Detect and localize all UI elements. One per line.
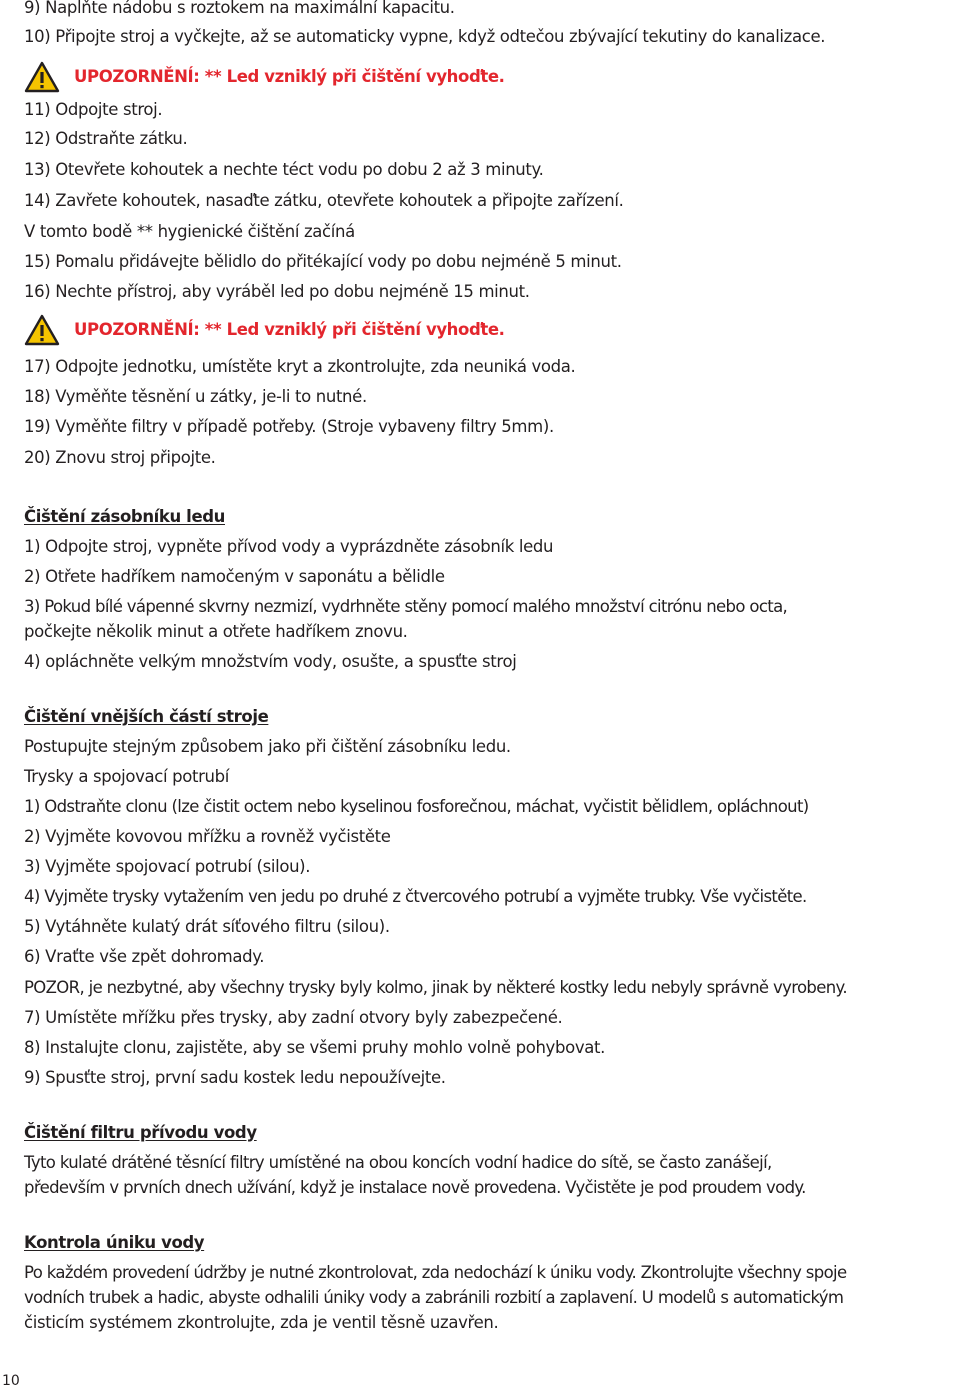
section-heading-exterior: Čištění vnějších částí stroje [24, 707, 269, 726]
paragraph-line: Tyto kulaté drátěné těsnící filtry umístěné na obou koncích vodní hadice do sítě, se často zanášejí, [24, 1153, 772, 1172]
section-heading-filter: Čištění filtru přívodu vody [24, 1123, 257, 1142]
warning-text: UPOZORNĚNÍ: ** Led vzniklý při čištění vyhoďte. [74, 67, 505, 86]
step-line: 20) Znovu stroj připojte. [24, 448, 216, 467]
step-line: 18) Vyměňte těsnění u zátky, je-li to nutné. [24, 387, 367, 406]
step-line: 17) Odpojte jednotku, umístěte kryt a zkontrolujte, zda neuniká voda. [24, 357, 576, 376]
step-line: 9) Naplňte nádobu s roztokem na maximální kapacitu. [24, 0, 455, 17]
step-line: 13) Otevřete kohoutek a nechte téct vodu po dobu 2 až 3 minuty. [24, 160, 544, 179]
warning-text: UPOZORNĚNÍ: ** Led vzniklý při čištění vyhoďte. [74, 320, 505, 339]
paragraph-line: 3) Vyjměte spojovací potrubí (silou). [24, 857, 311, 876]
warning-triangle-icon [24, 61, 60, 93]
paragraph-line: počkejte několik minut a otřete hadříkem znovu. [24, 622, 408, 641]
step-line: 19) Vyměňte filtry v případě potřeby. (Stroje vybaveny filtry 5mm). [24, 417, 554, 436]
paragraph-line: 9) Spusťte stroj, první sadu kostek ledu nepoužívejte. [24, 1068, 446, 1087]
paragraph-line: Trysky a spojovací potrubí [24, 767, 229, 786]
step-line: 11) Odpojte stroj. [24, 100, 163, 119]
step-line: 14) Zavřete kohoutek, nasaďte zátku, otevřete kohoutek a připojte zařízení. [24, 191, 624, 210]
section-heading-leak: Kontrola úniku vody [24, 1233, 205, 1252]
paragraph-line: 1) Odstraňte clonu (lze čistit octem nebo kyselinou fosforečnou, máchat, vyčistit bělidlem, opláchnout) [24, 797, 809, 816]
paragraph-line: 6) Vraťte vše zpět dohromady. [24, 947, 265, 966]
paragraph-line: 8) Instalujte clonu, zajistěte, aby se všemi pruhy mohlo volně pohybovat. [24, 1038, 606, 1057]
step-line: 10) Připojte stroj a vyčkejte, až se automaticky vypne, když odtečou zbývající tekutiny do kanalizace. [24, 27, 826, 46]
paragraph-line: 2) Otřete hadříkem namočeným v saponátu a bělidle [24, 567, 445, 586]
section-heading-ice-bin: Čištění zásobníku ledu [24, 507, 225, 526]
paragraph-line: 2) Vyjměte kovovou mřížku a rovněž vyčistěte [24, 827, 391, 846]
warning-notice [24, 314, 505, 346]
paragraph-line: čisticím systémem zkontrolujte, zda je ventil těsně uzavřen. [24, 1313, 499, 1332]
paragraph-line: POZOR, je nezbytné, aby všechny trysky byly kolmo, jinak by některé kostky ledu nebyly správně vyrobeny. [24, 978, 847, 997]
warning-notice [24, 61, 505, 93]
step-line: 15) Pomalu přidávejte bělidlo do přitékající vody po dobu nejméně 5 minut. [24, 252, 622, 271]
paragraph-line: 1) Odpojte stroj, vypněte přívod vody a vyprázdněte zásobník ledu [24, 537, 554, 556]
step-line: 12) Odstraňte zátku. [24, 129, 188, 148]
paragraph-line: vodních trubek a hadic, abyste odhalili úniky vody a zabránili rozbití a zaplavení. U modelů s automatickým [24, 1288, 844, 1307]
page-number: 10 [2, 1373, 20, 1389]
paragraph-line: Postupujte stejným způsobem jako při čištění zásobníku ledu. [24, 737, 511, 756]
step-line: 16) Nechte přístroj, aby vyráběl led po dobu nejméně 15 minut. [24, 282, 530, 301]
step-line: V tomto bodě ** hygienické čištění začíná [24, 222, 355, 241]
paragraph-line: 4) Vyjměte trysky vytažením ven jedu po druhé z čtvercového potrubí a vyjměte trubky. Vše vyčistěte. [24, 887, 807, 906]
paragraph-line: 3) Pokud bílé vápenné skvrny nezmizí, vydrhněte stěny pomocí malého množství citrónu nebo octa, [24, 597, 788, 616]
paragraph-line: Po každém provedení údržby je nutné zkontrolovat, zda nedochází k úniku vody. Zkontrolujte všechny spoje [24, 1263, 847, 1282]
paragraph-line: 4) opláchněte velkým množstvím vody, osušte, a spusťte stroj [24, 652, 517, 671]
paragraph-line: 7) Umístěte mřížku přes trysky, aby zadní otvory byly zabezpečené. [24, 1008, 563, 1027]
warning-triangle-icon [24, 314, 60, 346]
paragraph-line: 5) Vytáhněte kulatý drát síťového filtru (silou). [24, 917, 390, 936]
paragraph-line: především v prvních dnech užívání, když je instalace nově provedena. Vyčistěte je pod proudem vody. [24, 1178, 806, 1197]
